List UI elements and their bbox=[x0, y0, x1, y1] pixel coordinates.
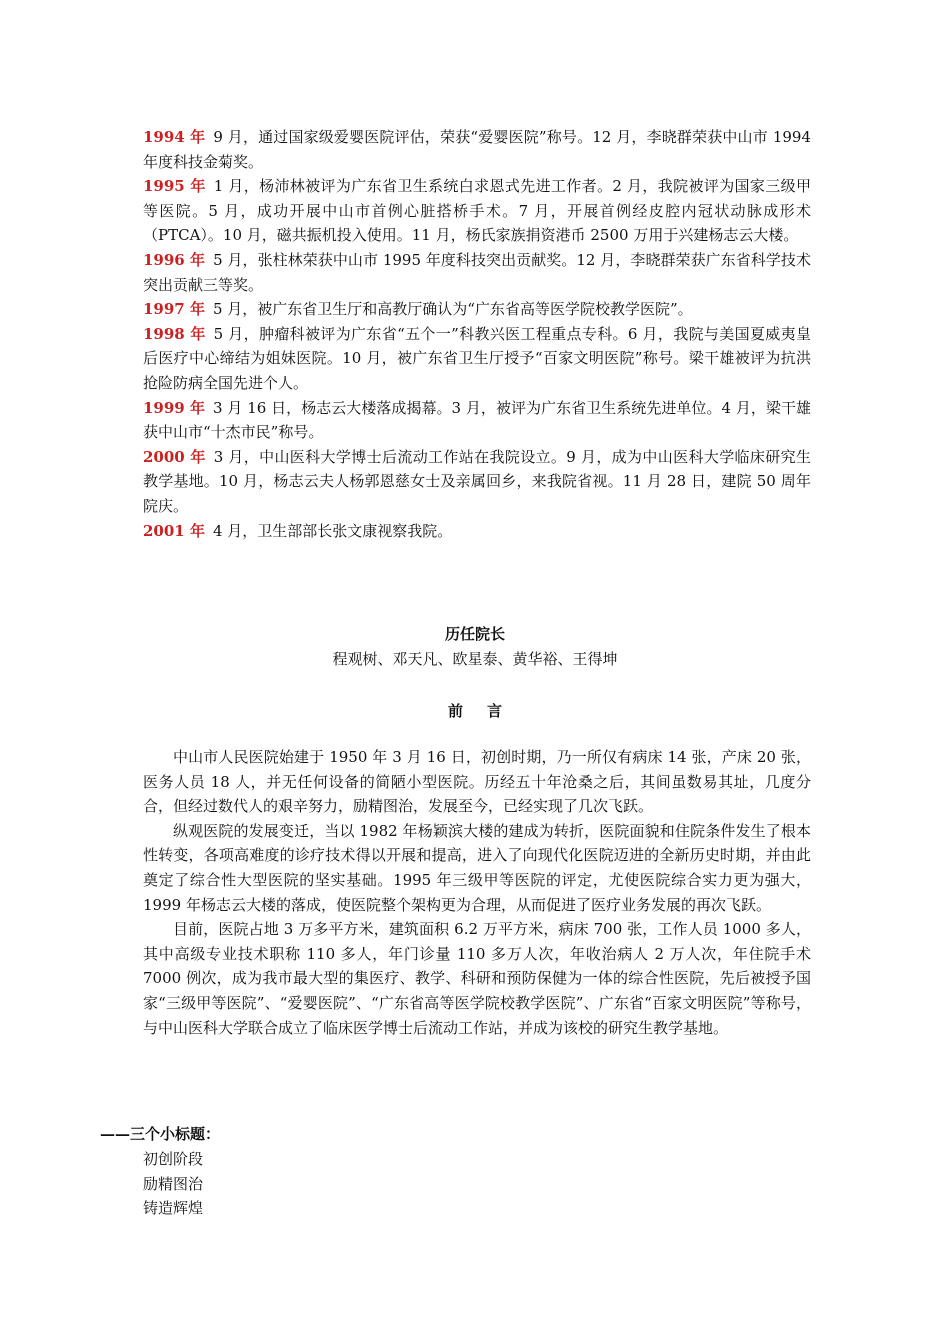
preface-body bbox=[143, 745, 811, 1040]
chronicle-entry bbox=[143, 174, 811, 248]
entry-text: 9 月，通过国家级爱婴医院评估，荣获“爱婴医院”称号。12 月，李晓群荣获中山市 1994 年度科技金菊奖。 bbox=[143, 128, 811, 171]
entry-year: 1995 年 bbox=[143, 177, 206, 196]
entry-text: 5 月，肿瘤科被评为广东省“五个一”科教兴医工程重点专科。6 月，我院与美国夏威夷皇后医疗中心缔结为姐妹医院。10 月，被广东省卫生厅授予“百家文明医院”称号。梁干雄被评为抗洪抢险防病全国先进个人。 bbox=[143, 324, 811, 392]
entry-text: 3 月 16 日，杨志云大楼落成揭幕。3 月，被评为广东省卫生系统先进单位。4 月，梁干雄获中山市“十杰市民”称号。 bbox=[143, 398, 811, 442]
entry-text: 4 月，卫生部部长张文康视察我院。 bbox=[212, 521, 453, 540]
preface-paragraph: 纵观医院的发展变迁，当以 1982 年杨颖滨大楼的建成为转折，医院面貌和住院条件发生了根本性转变，各项高难度的诊疗技术得以开展和提高，进入了向现代化医院迈进的全新历史时期，并由此奠定了综合性大型医院的坚实基础。1995 年三级甲等医院的评定，尤使医院综合实力更为强大，1999 年杨志云大楼的落成，使医院整个架构更为合理，从而促进了医疗业务发展的再次飞跃。 bbox=[143, 821, 811, 914]
chronicle-entry bbox=[143, 396, 811, 445]
entry-year: 1998 年 bbox=[143, 324, 206, 343]
subtitle-item: 铸造辉煌 bbox=[143, 1199, 204, 1218]
subtitles-list bbox=[143, 1147, 203, 1221]
chronicle-entry bbox=[143, 248, 811, 297]
directors-title: 历任院长 bbox=[444, 625, 505, 643]
preface-paragraph: 中山市人民医院始建于 1950 年 3 月 16 日，初创时期，乃一所仅有病床 14 张，产床 20 张，医务人员 18 人，并无任何设备的简陋小型医院。历经五十年沧桑之后，其间虽数易其址，几度分合，但经过数代人的艰辛努力，励精图治，发展至今，已经实现了几次飞跃。 bbox=[143, 748, 811, 816]
entry-year: 1999 年 bbox=[143, 398, 206, 417]
entry-text: 5 月，被广东省卫生厅和高教厅确认为“广东省高等医学院校教学医院”。 bbox=[212, 300, 693, 319]
entry-text: 5 月，张柱林荣获中山市 1995 年度科技突出贡献奖。12 月，李晓群荣获广东省科学技术突出贡献三等奖。 bbox=[143, 250, 811, 294]
chronicle-entry bbox=[143, 445, 811, 519]
chronicle-entry bbox=[143, 297, 811, 322]
subtitles-heading: ——三个小标题： bbox=[100, 1125, 221, 1143]
entry-year: 1996 年 bbox=[143, 250, 206, 269]
subtitle-item: 励精图治 bbox=[143, 1174, 204, 1193]
preface-paragraph: 目前，医院占地 3 万多平方米，建筑面积 6.2 万平方米，病床 700 张，工作人员 1000 多人，其中高级专业技术职称 110 多人，年门诊量 110 多万人次，年收治病人 2 万人次，年住院手术 7000 例次，成为我市最大型的集医疗、教学、科研和预防保健为一体的综合性医院，先后被授予国家“三级甲等医院”、“爱婴医院”、“广东省高等医学院校教学医院”、广东省“百家文明医院”等称号，与中山医科大学联合成立了临床医学博士后流动工作站，并成为该校的研究生教学基地。 bbox=[143, 920, 811, 1037]
entry-year: 1994 年 bbox=[143, 128, 206, 146]
entry-year: 1997 年 bbox=[143, 300, 205, 319]
entry-year: 2000 年 bbox=[143, 447, 206, 466]
preface-title: 前言 bbox=[447, 702, 526, 720]
subtitle-item: 初创阶段 bbox=[143, 1150, 204, 1168]
directors-names: 程观树、邓天凡、欧星泰、黄华裕、王得坤 bbox=[332, 650, 618, 668]
chronicle-entry bbox=[143, 125, 811, 174]
chronicle-section bbox=[143, 125, 811, 543]
chronicle-entry bbox=[143, 519, 811, 544]
entry-text: 1 月，杨沛林被评为广东省卫生系统白求恩式先进工作者。2 月，我院被评为国家三级甲等医院。5 月，成功开展中山市首例心脏搭桥手术。7 月，开展首例经皮腔内冠状动脉成形术（PTCA）。10 月，磁共振机投入使用。11 月，杨氏家族捐资港币 2500 万用于兴建杨志云大楼。 bbox=[143, 177, 811, 245]
entry-text: 3 月，中山医科大学博士后流动工作站在我院设立。9 月，成为中山医科大学临床研究生教学基地。10 月，杨志云夫人杨郭恩慈女士及亲属回乡，来我院省视。11 月 28 日，建院 50 周年院庆。 bbox=[143, 447, 811, 515]
chronicle-entry bbox=[143, 322, 811, 396]
entry-year: 2001 年 bbox=[143, 521, 205, 540]
